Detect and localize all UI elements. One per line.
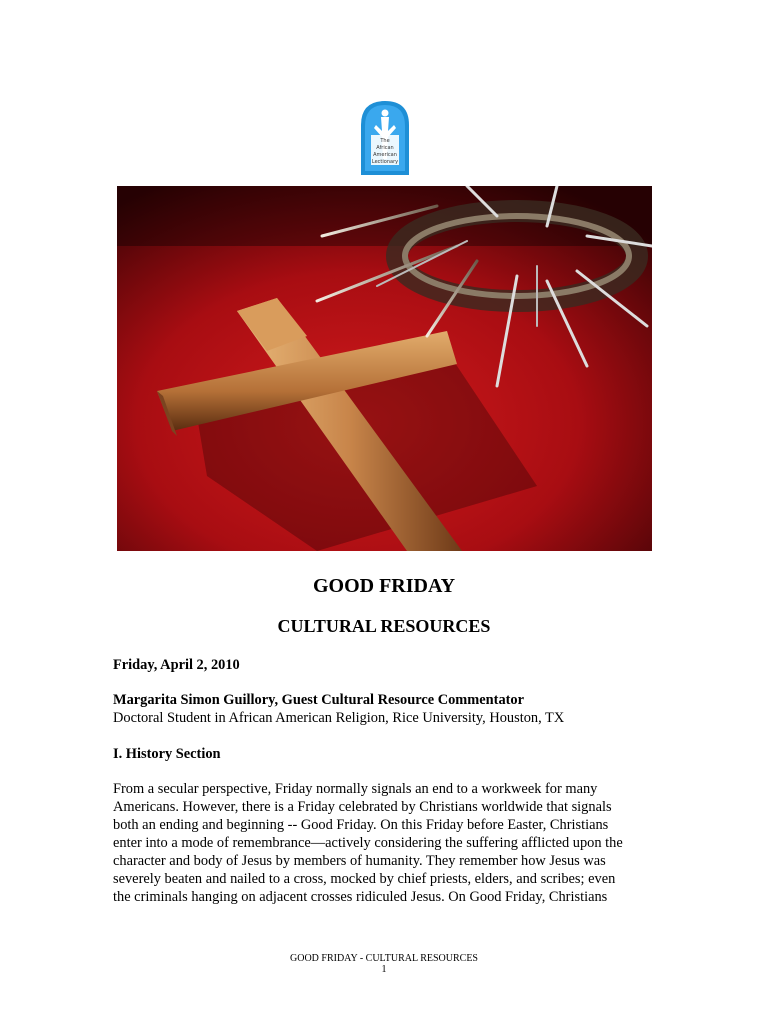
body-line: enter into a mode of remembrance—actively considering the suffering afflicted upon the xyxy=(113,835,623,851)
cross-and-crown-of-thorns-photo xyxy=(117,186,652,551)
body-line: both an ending and beginning -- Good Friday. On this Friday before Easter, Christians xyxy=(113,817,609,833)
svg-text:The: The xyxy=(380,138,390,144)
body-line: Americans. However, there is a Friday celebrated by Christians worldwide that signals xyxy=(113,799,612,815)
svg-text:American: American xyxy=(373,152,397,158)
svg-text:African: African xyxy=(376,145,394,151)
date-line: Friday, April 2, 2010 xyxy=(113,657,240,673)
body-line: character and body of Jesus by members of humanity. They remember how Jesus was xyxy=(113,853,606,869)
body-paragraph xyxy=(113,780,673,906)
african-american-lectionary-logo xyxy=(359,99,411,177)
body-line: severely beaten and nailed to a cross, mocked by chief priests, elders, and scribes; even xyxy=(113,871,616,887)
commentator-name: Margarita Simon Guillory, Guest Cultural Resource Commentator xyxy=(113,692,525,708)
document-title: GOOD FRIDAY xyxy=(312,575,456,597)
document-subtitle: CULTURAL RESOURCES xyxy=(277,616,491,636)
footer-page-number: 1 xyxy=(381,964,387,975)
footer-running-title: GOOD FRIDAY - CULTURAL RESOURCES xyxy=(290,953,478,964)
commentator-affiliation: Doctoral Student in African American Religion, Rice University, Houston, TX xyxy=(113,710,565,726)
body-line: From a secular perspective, Friday normally signals an end to a workweek for many xyxy=(113,781,598,797)
svg-text:Lectionary: Lectionary xyxy=(371,159,399,165)
body-line: the criminals hanging on adjacent crosses ridiculed Jesus. On Good Friday, Christians xyxy=(113,889,608,905)
section-heading: I. History Section xyxy=(113,746,221,762)
